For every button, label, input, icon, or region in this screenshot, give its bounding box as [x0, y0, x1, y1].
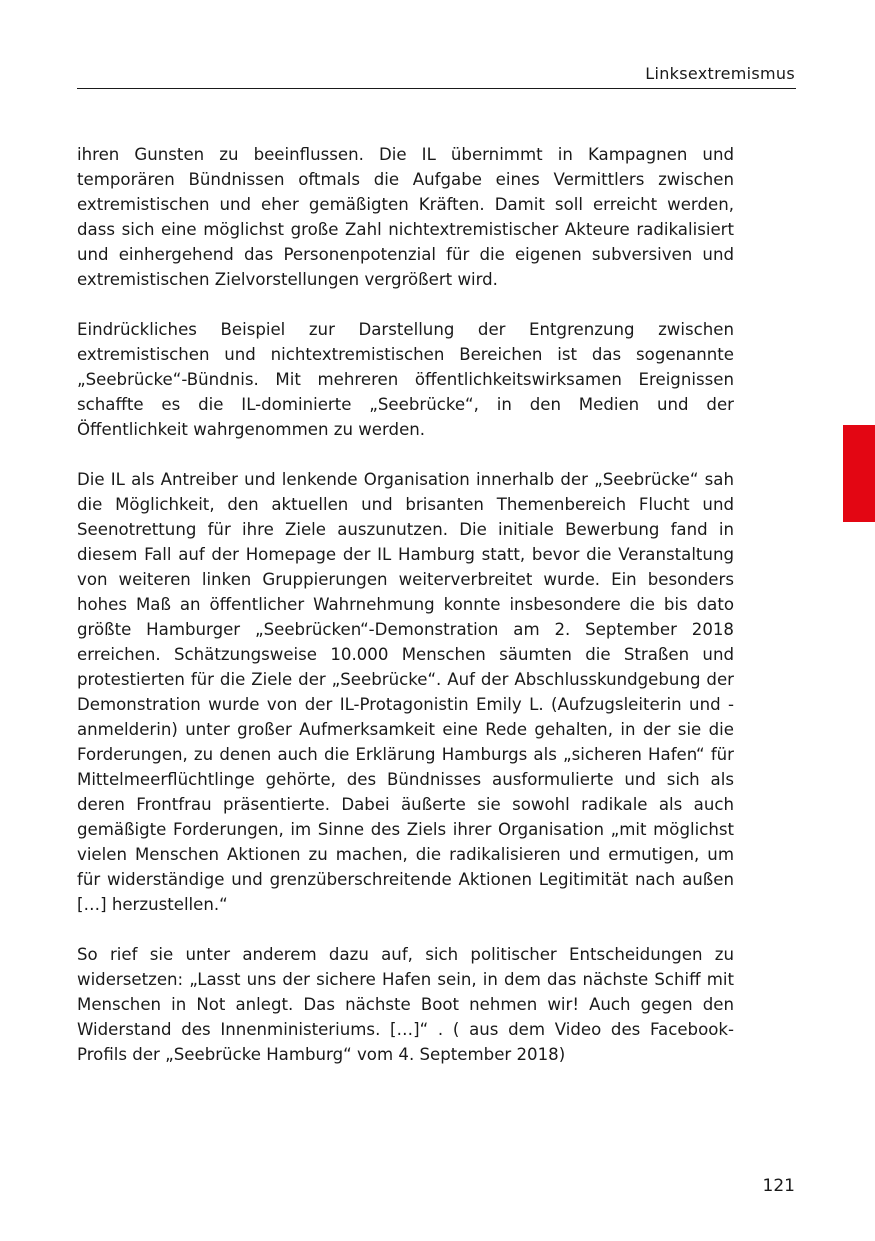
chapter-tab-marker: [843, 425, 875, 522]
body-text: [77, 142, 734, 1092]
paragraph-1: ihren Gunsten zu beeinflussen. Die IL übernimmt in Kampagnen und temporären Bündnissen oftmals die Aufgabe eines Vermittlers zwischen extremistischen und eher gemäßigten Kräften. Damit soll erreicht werden, dass sich eine möglichst große Zahl nichtextremistischer Akteure radikalisiert und einhergehend das Personenpotenzial für die eigenen subversiven und extremistischen Zielvorstellungen vergrößert wird.: [77, 145, 734, 289]
header-rule: [77, 88, 796, 89]
paragraph-2: Eindrückliches Beispiel zur Darstellung der Entgrenzung zwischen extremistischen und nichtextremistischen Bereichen ist das sogenannte „Seebrücke“-Bündnis. Mit mehreren öffentlichkeitswirksamen Ereignissen schaffte es die IL-dominierte „Seebrücke“, in den Medien und der Öffentlichkeit wahrgenommen zu werden.: [77, 320, 734, 439]
running-header-title: Linksextremismus: [645, 64, 795, 83]
paragraph-3: Die IL als Antreiber und lenkende Organisation innerhalb der „Seebrücke“ sah die Möglichkeit, den aktuellen und brisanten Themenbereich Flucht und Seenotrettung für ihre Ziele auszunutzen. Die initiale Bewerbung fand in diesem Fall auf der Homepage der IL Hamburg statt, bevor die Veranstaltung von weiteren linken Gruppierungen weiterverbreitet wurde. Ein besonders hohes Maß an öffentlicher Wahrnehmung konnte insbesondere die bis dato größte Hamburger „Seebrücken“-Demonstration am 2. September 2018 erreichen. Schätzungsweise 10.000 Menschen säumten die Straßen und protestierten für die Ziele der „Seebrücke“. Auf der Abschlusskundgebung der Demonstration wurde von der IL-Protagonistin Emily L. (Aufzugsleiterin und -anmelderin) unter großer Aufmerksamkeit eine Rede gehalten, in der sie die Forderungen, zu denen auch die Erklärung Hamburgs als „sicheren Hafen“ für Mittelmeerflüchtlinge gehörte, des Bündnisses ausformulierte und sich als deren Frontfrau präsentierte. Dabei äußerte sie sowohl radikale als auch gemäßigte Forderungen, im Sinne des Ziels ihrer Organisation „mit möglichst vielen Menschen Aktionen zu machen, die radikalisieren und ermutigen, um für widerständige und grenzüberschreitende Aktionen Legitimität nach außen […] herzustellen.“: [77, 470, 734, 914]
paragraph-4: So rief sie unter anderem dazu auf, sich politischer Entscheidungen zu widersetzen: „Lasst uns der sichere Hafen sein, in dem das nächste Schiff mit Menschen in Not anlegt. Das nächste Boot nehmen wir! Auch gegen den Widerstand des Innenministeriums. […]“ . ( aus dem Video des Facebook-Profils der „Seebrücke Hamburg“ vom 4. September 2018): [77, 945, 734, 1064]
page-number: 121: [762, 1176, 795, 1196]
